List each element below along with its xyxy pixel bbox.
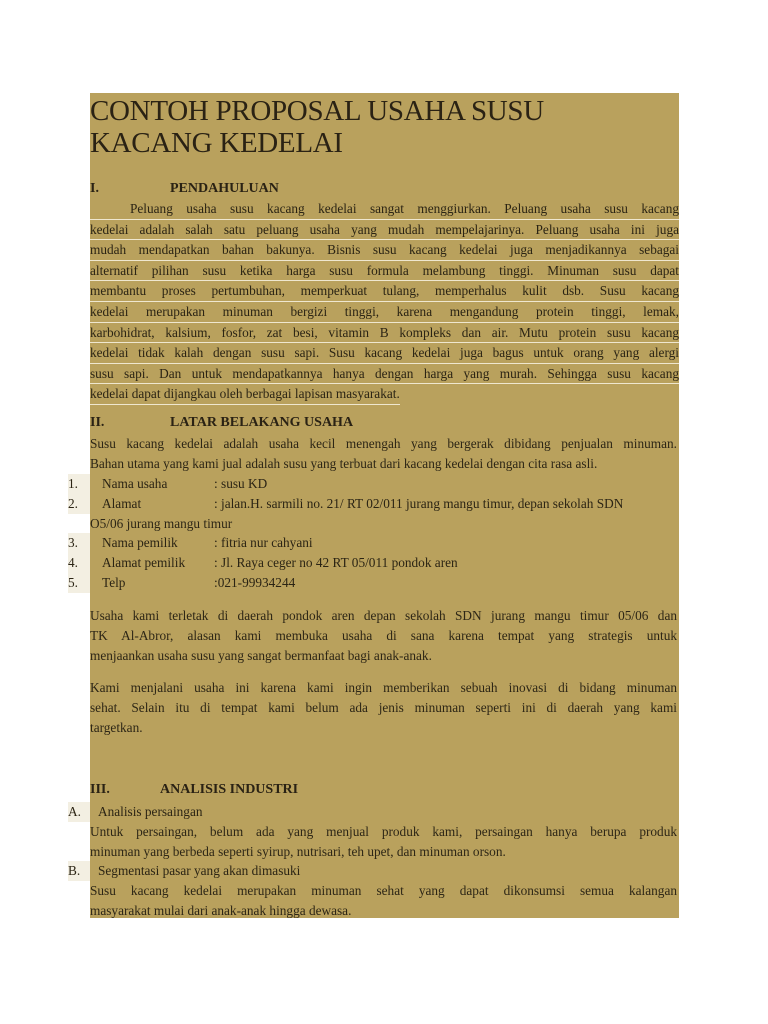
section-title: ANALISIS INDUSTRI: [160, 782, 299, 797]
paragraph-line: karbohidrat, kalsium, fosfor, zat besi, vitamin B kompleks dan air. Mutu protein susu kacang: [90, 323, 679, 344]
detail-label: Alamat pemilik: [102, 555, 186, 570]
detail-value: :021-99934244: [214, 575, 296, 590]
paragraph-line: Peluang usaha susu kacang kedelai sangat menggiurkan. Peluang usaha susu kacang: [90, 199, 679, 220]
paragraph-line: Untuk persaingan, belum ada yang menjual produk kami, persaingan hanya berupa produk: [90, 824, 677, 839]
paragraph-line: TK Al-Abror, alasan kami membuka usaha di sana karena tempat yang strategis untuk: [90, 628, 677, 643]
document-title-line-1: CONTOH PROPOSAL USAHA SUSU: [90, 95, 544, 127]
subsection-title: Analisis persaingan: [98, 804, 203, 819]
address-continued: O5/06 jurang mangu timur: [90, 516, 233, 531]
detail-value: : jalan.H. sarmili no. 21/ RT 02/011 jurang mangu timur, depan sekolah SDN: [214, 496, 624, 511]
list-marker: A.: [68, 802, 90, 822]
section-number: III.: [90, 782, 110, 797]
section-title: PENDAHULUAN: [170, 181, 279, 196]
list-marker: 2.: [68, 494, 90, 514]
paragraph-line: Susu kacang kedelai merupakan minuman sehat yang dapat dikonsumsi semua kalangan: [90, 883, 677, 898]
paragraph-line: kedelai adalah salah satu peluang usaha yang mudah mempelajarinya. Peluang usaha ini juga: [90, 220, 679, 241]
detail-value: : susu KD: [214, 476, 268, 491]
section-heading-pendahuluan: [90, 181, 279, 197]
paragraph-line: mudah mendapatkan bahan bakunya. Bisnis susu kacang kedelai juga menjadikannya sebagai: [90, 240, 679, 261]
detail-row-telp: [68, 573, 295, 593]
paragraph-line: membantu proses pertumbuhan, memperkuat tulang, memperhalus kulit dsb. Susu kacang: [90, 281, 679, 302]
paragraph-line: menjaankan usaha susu yang sangat bermanfaat bagi anak-anak.: [90, 648, 432, 663]
subsection-segmentasi-pasar: [68, 861, 300, 881]
list-marker: B.: [68, 861, 90, 881]
detail-row-nama-usaha: [68, 474, 267, 494]
paragraph-line: alternatif pilihan susu ketika harga susu formula melambung tinggi. Minuman susu dapat: [90, 261, 679, 282]
section-number: I.: [90, 181, 99, 196]
detail-label: Nama usaha: [102, 476, 168, 491]
detail-value: : Jl. Raya ceger no 42 RT 05/011 pondok aren: [214, 555, 458, 570]
detail-row-alamat: [68, 494, 623, 514]
section-heading-latar-belakang: [90, 415, 353, 431]
section-number: II.: [90, 415, 105, 430]
paragraph-line: minuman yang berbeda seperti syirup, nutrisari, teh upet, dan minuman orson.: [90, 844, 506, 859]
paragraph-line: kedelai dapat dijangkau oleh berbagai lapisan masyarakat.: [90, 384, 400, 405]
detail-label: Telp: [102, 575, 126, 590]
paragraph-line: Bahan utama yang kami jual adalah susu yang terbuat dari kacang kedelai dengan cita rasa asli.: [90, 456, 598, 471]
paragraph-line: susu sapi. Dan untuk mendapatkannya hanya dengan harga yang murah. Sehingga susu kacang: [90, 364, 679, 385]
paragraph-line: Susu kacang kedelai adalah usaha kecil menengah yang bergerak dibidang penjualan minuman.: [90, 436, 677, 451]
section-title: LATAR BELAKANG USAHA: [170, 415, 354, 430]
detail-value: : fitria nur cahyani: [214, 535, 313, 550]
list-marker: 3.: [68, 533, 90, 553]
detail-label: Nama pemilik: [102, 535, 178, 550]
list-marker: 5.: [68, 573, 90, 593]
list-marker: 4.: [68, 553, 90, 573]
section-heading-analisis-industri: [90, 782, 298, 798]
paragraph-line: sehat. Selain itu di tempat kami belum ada jenis minuman seperti ini di daerah yang kami: [90, 700, 677, 715]
document-title-line-2: KACANG KEDELAI: [90, 127, 343, 159]
paragraph-line: masyarakat mulai dari anak-anak hingga dewasa.: [90, 903, 352, 918]
subsection-title: Segmentasi pasar yang akan dimasuki: [98, 863, 301, 878]
paragraph-line: Kami menjalani usaha ini karena kami ingin memberikan sebuah inovasi di bidang minuman: [90, 680, 677, 695]
paragraph-line: Usaha kami terletak di daerah pondok aren depan sekolah SDN jurang mangu timur 05/06 dan: [90, 608, 677, 623]
paragraph-line: kedelai merupakan minuman bergizi tinggi, karena mengandung protein tinggi, lemak,: [90, 302, 679, 323]
detail-row-nama-pemilik: [68, 533, 313, 553]
paragraph-line: kedelai tidak kalah dengan susu sapi. Susu kacang kedelai juga bagus untuk orang yang alergi: [90, 343, 679, 364]
detail-label: Alamat: [102, 496, 142, 511]
intro-paragraph: [90, 199, 679, 405]
list-marker: 1.: [68, 474, 90, 494]
paragraph-line: targetkan.: [90, 720, 143, 735]
detail-row-alamat-pemilik: [68, 553, 458, 573]
subsection-analisis-persaingan: [68, 802, 203, 822]
